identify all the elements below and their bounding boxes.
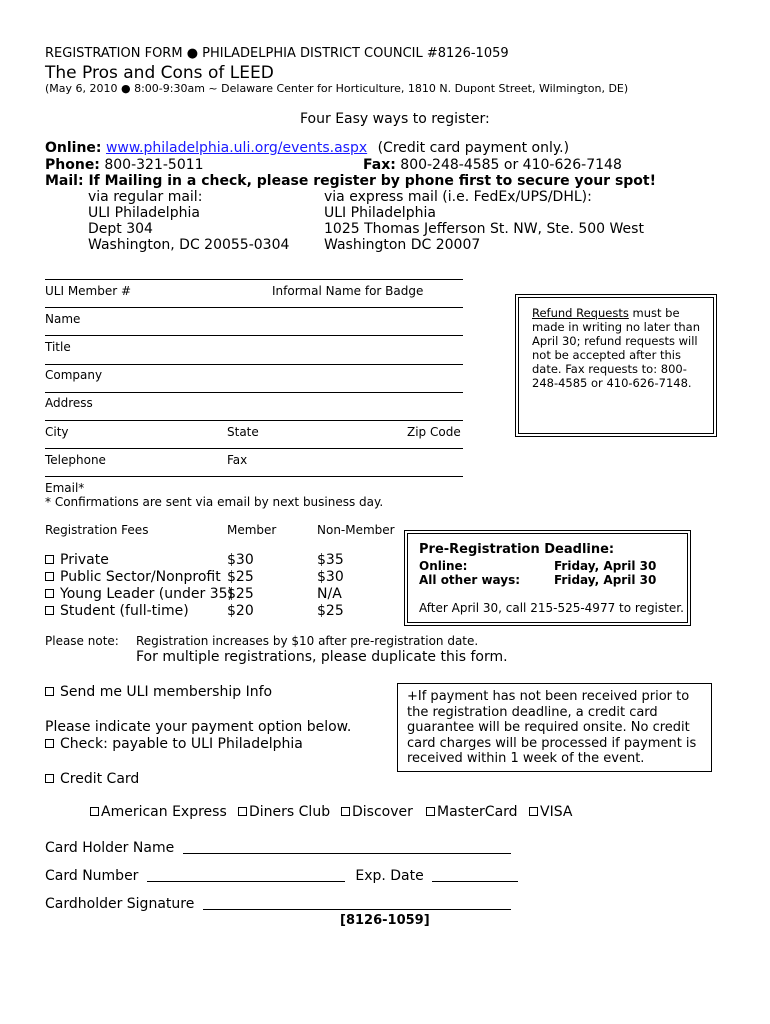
company-field[interactable]: Company (45, 368, 103, 382)
uli-member-field[interactable]: ULI Member # (45, 284, 132, 298)
express-mail-line: via express mail (i.e. FedEx/UPS/DHL): (324, 189, 592, 205)
regular-mail-line: Dept 304 (88, 221, 153, 237)
mail-instruction: Mail: If Mailing in a check, please register by phone first to secure your spot! (45, 173, 657, 189)
checkbox[interactable] (45, 555, 54, 564)
field-rule (45, 335, 463, 336)
regular-mail-line: via regular mail: (88, 189, 203, 205)
checkbox[interactable] (45, 774, 54, 783)
phone-label: Phone: (45, 157, 100, 173)
card-type-label: American Express (101, 804, 227, 820)
phone-line (45, 157, 204, 173)
zip-field[interactable]: Zip Code (407, 425, 461, 439)
fee-label: Private (60, 552, 109, 568)
card-type-label: MasterCard (437, 804, 518, 820)
card-holder-label: Card Holder Name (45, 840, 175, 856)
card-type-label: VISA (540, 804, 573, 820)
credit-card-option[interactable] (45, 771, 139, 787)
payment-instruction: Please indicate your payment option below. (45, 719, 352, 735)
nonmember-price: $35 (317, 552, 344, 568)
refund-box (518, 297, 714, 434)
refund-title: Refund Requests (532, 306, 629, 320)
online-label: Online: (45, 140, 102, 156)
field-rule (45, 476, 463, 477)
checkbox[interactable] (238, 807, 247, 816)
field-rule (45, 448, 463, 449)
fee-option-public[interactable] (45, 569, 233, 586)
form-header-line: REGISTRATION FORM ● PHILADELPHIA DISTRICT COUNCIL #8126-1059 (45, 46, 509, 61)
regular-mail-block (88, 189, 289, 253)
name-field[interactable]: Name (45, 312, 81, 326)
nonmember-price: $25 (317, 603, 344, 619)
register-heading: Four Easy ways to register: (300, 111, 490, 127)
signature-row (45, 896, 511, 912)
checkbox[interactable] (45, 606, 54, 615)
deadline-after: After April 30, call 215-525-4977 to register. (419, 601, 684, 615)
fee-option-student[interactable] (45, 603, 233, 620)
state-field[interactable]: State (227, 425, 259, 439)
nonmember-header: Non-Member (317, 523, 395, 537)
online-line (45, 140, 569, 156)
telephone-field[interactable]: Telephone (45, 453, 106, 467)
checkbox[interactable] (90, 807, 99, 816)
card-type-amex[interactable] (90, 804, 227, 820)
refund-body: must be made in writing no later than April 30; refund requests will not be accepted after this date. Fax requests to: 800-248-4585 or 410-626-7148. (532, 306, 701, 390)
member-price: $30 (227, 552, 254, 568)
title-field[interactable]: Title (45, 340, 71, 354)
form-code: [8126-1059] (340, 913, 430, 928)
event-title: The Pros and Cons of LEED (45, 63, 274, 83)
guarantee-box (397, 683, 712, 772)
member-prices (227, 552, 254, 620)
online-url-link[interactable]: www.philadelphia.uli.org/events.aspx (105, 140, 368, 156)
card-number-row (45, 868, 518, 884)
field-rule (45, 364, 463, 365)
please-note-label: Please note: (45, 634, 119, 648)
fax-field[interactable]: Fax (227, 453, 248, 467)
card-type-label: Diners Club (249, 804, 331, 820)
checkbox[interactable] (45, 739, 54, 748)
field-rule (45, 307, 463, 308)
fax-value: 800-248-4585 or 410-626-7148 (400, 157, 622, 173)
card-type-mastercard[interactable] (426, 804, 518, 820)
fee-option-young-leader[interactable] (45, 586, 233, 603)
express-mail-block (324, 189, 644, 253)
fax-line (363, 157, 622, 173)
online-note: (Credit card payment only.) (377, 140, 570, 156)
deadline-online-label: Online: (419, 559, 468, 573)
address-field[interactable]: Address (45, 396, 93, 410)
event-details: (May 6, 2010 ● 8:00-9:30am ~ Delaware Center for Horticulture, 1810 N. Dupont Street, Wilmington, DE) (45, 82, 629, 95)
nonmember-price: $30 (317, 569, 344, 585)
nonmember-price: N/A (317, 586, 342, 602)
check-option[interactable] (45, 736, 303, 752)
checkbox[interactable] (45, 572, 54, 581)
fax-label: Fax: (363, 157, 396, 173)
card-number-input[interactable] (147, 869, 345, 882)
fee-label: Public Sector/Nonprofit (60, 569, 221, 585)
membership-label: Send me ULI membership Info (60, 684, 273, 700)
checkbox[interactable] (45, 687, 54, 696)
exp-date-label: Exp. Date (355, 868, 424, 884)
card-type-label: Discover (352, 804, 413, 820)
signature-input[interactable] (203, 897, 511, 910)
deadline-other-label: All other ways: (419, 573, 521, 587)
city-field[interactable]: City (45, 425, 69, 439)
increase-note: Registration increases by $10 after pre-registration date. (136, 634, 479, 648)
refund-text (532, 306, 702, 390)
deadline-title: Pre-Registration Deadline: (419, 542, 615, 557)
express-mail-line: Washington DC 20007 (324, 237, 481, 253)
checkbox[interactable] (426, 807, 435, 816)
member-price: $25 (227, 569, 254, 585)
confirmation-note: * Confirmations are sent via email by next business day. (45, 495, 384, 509)
fee-option-private[interactable] (45, 552, 233, 569)
guarantee-text: +If payment has not been received prior to the registration deadline, a credit card guarantee will be required onsite. No credit card charges will be processed if payment is received within 1 week of the event. (407, 689, 697, 766)
card-type-diners[interactable] (238, 804, 330, 820)
phone-value: 800-321-5011 (104, 157, 204, 173)
deadline-box (407, 533, 688, 623)
member-price: $25 (227, 586, 254, 602)
card-holder-row (45, 840, 511, 856)
signature-label: Cardholder Signature (45, 896, 195, 912)
field-rule (45, 420, 463, 421)
multiple-note: For multiple registrations, please duplicate this form. (136, 649, 508, 665)
card-holder-input[interactable] (183, 841, 511, 854)
card-type-visa[interactable] (529, 804, 572, 820)
checkbox[interactable] (45, 589, 54, 598)
express-mail-line: 1025 Thomas Jefferson St. NW, Ste. 500 West (324, 221, 644, 237)
badge-name-field[interactable]: Informal Name for Badge (272, 284, 424, 298)
fees-header: Registration Fees (45, 523, 149, 537)
deadline-online-date: Friday, April 30 (554, 559, 657, 573)
regular-mail-line: ULI Philadelphia (88, 205, 200, 221)
nonmember-prices (317, 552, 344, 620)
membership-option[interactable] (45, 684, 272, 700)
checkbox[interactable] (529, 807, 538, 816)
regular-mail-line: Washington, DC 20055-0304 (88, 237, 290, 253)
exp-date-input[interactable] (432, 869, 518, 882)
deadline-other-date: Friday, April 30 (554, 573, 657, 587)
check-label: Check: payable to ULI Philadelphia (60, 736, 303, 752)
fee-options (45, 552, 233, 620)
member-price: $20 (227, 603, 254, 619)
card-number-label: Card Number (45, 868, 139, 884)
email-field[interactable]: Email* (45, 481, 85, 495)
credit-card-label: Credit Card (60, 771, 140, 787)
field-rule (45, 392, 463, 393)
field-rule (45, 279, 463, 280)
fee-label: Young Leader (under 35) (60, 586, 233, 602)
express-mail-line: ULI Philadelphia (324, 205, 436, 221)
fee-label: Student (full-time) (60, 603, 189, 619)
card-type-discover[interactable] (341, 804, 413, 820)
member-header: Member (227, 523, 277, 537)
checkbox[interactable] (341, 807, 350, 816)
